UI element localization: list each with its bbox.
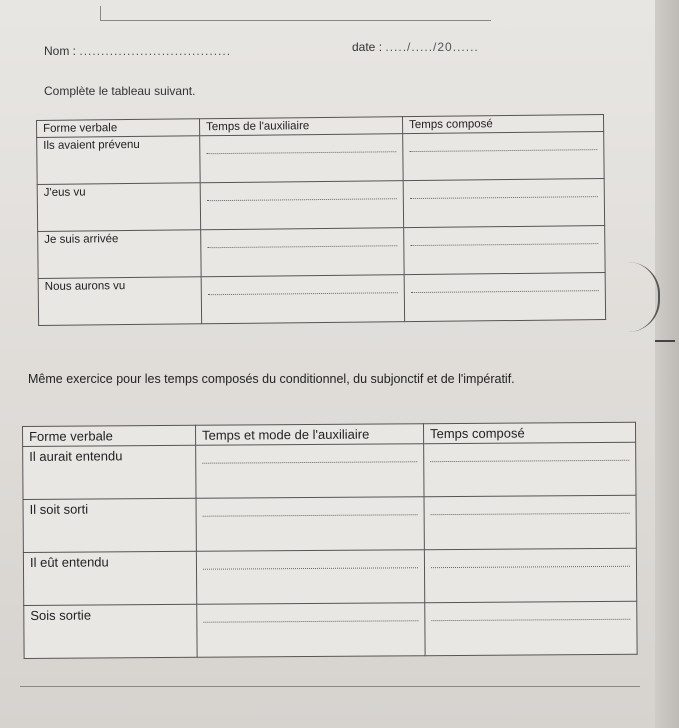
- table-2-bottom-rule: [20, 686, 640, 687]
- answer-dotted-line: [207, 197, 397, 201]
- nom-field: [44, 44, 231, 58]
- answer-cell[interactable]: [424, 548, 636, 602]
- table-row: [38, 226, 605, 279]
- answer-dotted-line: [409, 148, 597, 152]
- answer-cell[interactable]: [200, 181, 403, 230]
- table-2-form-cell: Il eût entendu: [23, 551, 196, 605]
- table-row: [23, 548, 636, 605]
- nom-label: Nom :: [44, 44, 77, 58]
- answer-cell[interactable]: [200, 134, 403, 183]
- table-1-form-cell: Je suis arrivée: [38, 230, 201, 279]
- answer-dotted-line: [208, 291, 398, 295]
- answer-dotted-line: [410, 242, 598, 246]
- answer-cell[interactable]: [197, 603, 425, 658]
- answer-dotted-line: [430, 459, 629, 462]
- answer-cell[interactable]: [404, 226, 605, 275]
- date-value: ...../...../20......: [385, 40, 479, 54]
- answer-cell[interactable]: [403, 179, 604, 228]
- answer-cell[interactable]: [196, 497, 424, 552]
- answer-cell[interactable]: [403, 132, 604, 181]
- answer-dotted-line: [206, 150, 396, 154]
- table-row: [23, 442, 636, 499]
- answer-cell[interactable]: [425, 601, 637, 655]
- answer-cell[interactable]: [196, 444, 424, 499]
- table-1-form-cell: J'eus vu: [37, 183, 200, 232]
- answer-dotted-line: [411, 289, 599, 293]
- answer-cell[interactable]: [424, 442, 636, 496]
- answer-dotted-line: [202, 460, 417, 464]
- header-box-line: [100, 6, 491, 21]
- answer-dotted-line: [431, 618, 630, 621]
- table-1-form-cell: Ils avaient prévenu: [37, 136, 200, 185]
- table-2-form-cell: Il aurait entendu: [23, 445, 196, 499]
- margin-corner-mark: [655, 340, 675, 342]
- table-1-form-cell: Nous aurons vu: [38, 277, 201, 326]
- answer-dotted-line: [203, 513, 418, 517]
- answer-cell[interactable]: [201, 228, 404, 277]
- nom-dots: ...................................: [79, 44, 232, 58]
- table-1-header-form: Forme verbale: [37, 119, 200, 138]
- answer-dotted-line: [203, 619, 418, 623]
- table-1: [36, 114, 606, 326]
- answer-dotted-line: [431, 512, 630, 515]
- instruction-1: Complète le tableau suivant.: [44, 84, 196, 98]
- table-2: [22, 422, 638, 659]
- answer-dotted-line: [410, 195, 598, 199]
- answer-cell[interactable]: [424, 495, 636, 549]
- table-row: [38, 273, 605, 326]
- table-row: [24, 601, 637, 658]
- table-2-form-cell: Il soit sorti: [23, 498, 196, 552]
- page-edge: [655, 0, 679, 728]
- table-2-header-aux: Temps et mode de l'auxiliaire: [195, 424, 423, 446]
- instruction-2: Même exercice pour les temps composés du conditionnel, du subjonctif et de l'impératif.: [28, 372, 515, 386]
- table-1-header-aux: Temps de l'auxiliaire: [199, 117, 402, 136]
- date-label: date :: [352, 40, 383, 54]
- table-2-header-form: Forme verbale: [23, 425, 196, 446]
- answer-dotted-line: [207, 244, 397, 248]
- table-row: [23, 495, 636, 552]
- date-field: [352, 40, 479, 54]
- answer-dotted-line: [203, 566, 418, 570]
- table-row: [37, 179, 604, 232]
- table-1-header-compose: Temps composé: [402, 115, 603, 134]
- table-2-form-cell: Sois sortie: [24, 604, 197, 658]
- answer-cell[interactable]: [404, 273, 605, 322]
- answer-dotted-line: [431, 565, 630, 568]
- answer-cell[interactable]: [201, 275, 404, 324]
- answer-cell[interactable]: [196, 550, 424, 605]
- table-row: [37, 132, 604, 185]
- table-2-header-compose: Temps composé: [423, 422, 635, 443]
